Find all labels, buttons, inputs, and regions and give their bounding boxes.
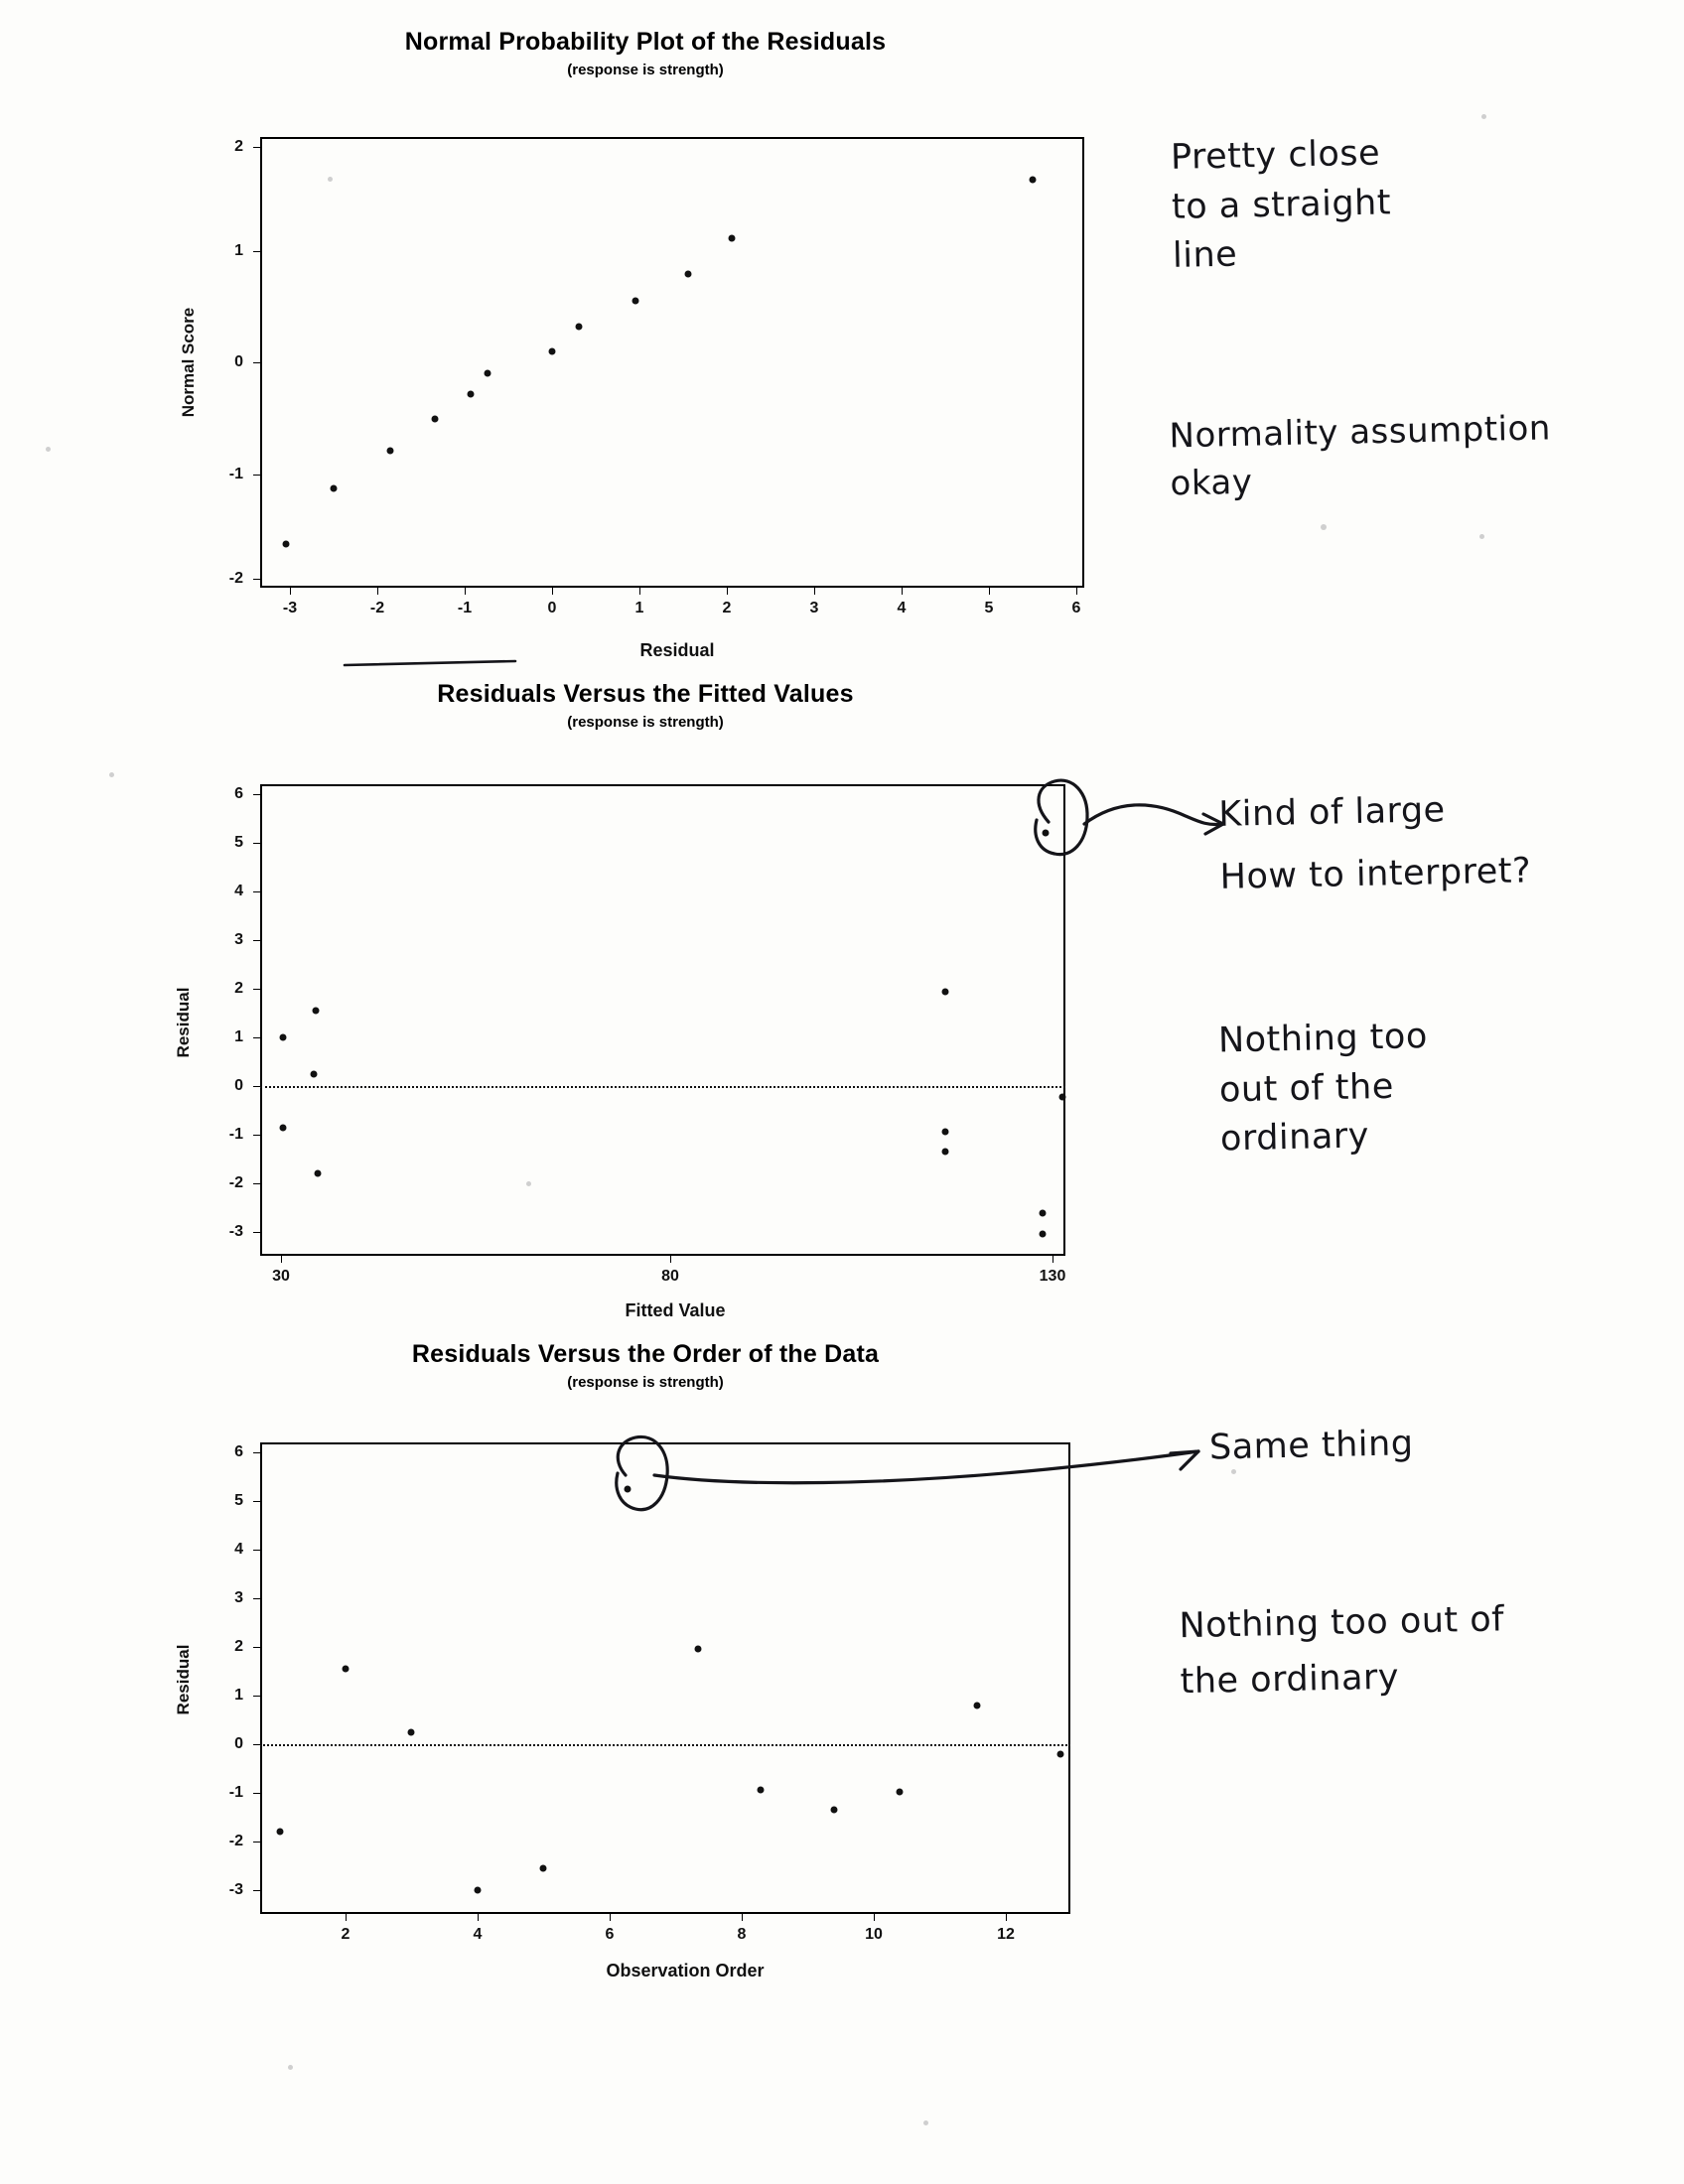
x-axis-label: Residual xyxy=(639,640,715,660)
x-tick-label: -3 xyxy=(282,600,298,616)
y-tick-label: -1 xyxy=(228,1784,243,1801)
y-tick-mark xyxy=(253,1501,260,1502)
plot-frame xyxy=(260,1442,1070,1914)
chart-subtitle: (response is strength) xyxy=(567,714,724,731)
x-tick-mark xyxy=(874,1914,875,1921)
annotation-same-thing: Same thing xyxy=(1208,1424,1414,1468)
y-tick-label: 6 xyxy=(234,785,243,802)
data-point xyxy=(695,1646,702,1653)
x-tick-label: 8 xyxy=(737,1926,747,1943)
y-tick-label: 2 xyxy=(234,1638,243,1655)
y-tick-label: -2 xyxy=(228,1174,243,1191)
data-point xyxy=(897,1789,904,1796)
y-tick-label: 1 xyxy=(234,242,243,259)
y-tick-mark xyxy=(253,1647,260,1648)
data-point xyxy=(1057,1751,1064,1758)
chart-title: Normal Probability Plot of the Residuals xyxy=(404,28,887,56)
annotation-nothing-out-of-ordinary-order: Nothing too out of the ordinary xyxy=(1179,1599,1505,1703)
y-tick-label: -3 xyxy=(228,1881,243,1898)
chart-subtitle: (response is strength) xyxy=(567,1374,724,1391)
y-tick-mark xyxy=(253,1598,260,1599)
x-tick-label: 0 xyxy=(547,600,557,616)
y-tick-label: 0 xyxy=(234,353,243,370)
x-tick-mark xyxy=(346,1914,347,1921)
y-tick-label: 0 xyxy=(234,1077,243,1094)
x-axis-label: Fitted Value xyxy=(625,1300,726,1320)
chart-title: Residuals Versus the Fitted Values xyxy=(437,680,854,708)
x-tick-label: -1 xyxy=(457,600,473,616)
x-tick-label: -2 xyxy=(369,600,385,616)
y-tick-label: 5 xyxy=(234,834,243,851)
y-tick-mark xyxy=(253,1696,260,1697)
y-tick-label: 3 xyxy=(234,1589,243,1606)
annotation-nothing-out-of-ordinary-fitted: Nothing too out of the ordinary xyxy=(1217,1017,1429,1160)
x-tick-label: 6 xyxy=(605,1926,615,1943)
x-tick-mark xyxy=(1006,1914,1007,1921)
data-point xyxy=(758,1787,765,1794)
y-tick-label: -1 xyxy=(228,466,243,482)
y-tick-label: 0 xyxy=(234,1735,243,1752)
y-tick-mark xyxy=(253,1744,260,1745)
y-tick-label: 5 xyxy=(234,1492,243,1509)
y-tick-label: 2 xyxy=(234,980,243,997)
annotation-normality-assumption-okay: Normality assumption okay xyxy=(1169,408,1552,504)
x-tick-mark xyxy=(610,1914,611,1921)
y-tick-mark xyxy=(253,1842,260,1843)
x-tick-label: 6 xyxy=(1071,600,1081,616)
x-tick-label: 4 xyxy=(897,600,907,616)
y-tick-label: -3 xyxy=(228,1223,243,1240)
x-tick-label: 4 xyxy=(473,1926,483,1943)
y-tick-mark xyxy=(253,1793,260,1794)
data-point xyxy=(277,1829,284,1836)
y-tick-label: 3 xyxy=(234,931,243,948)
y-tick-mark xyxy=(253,1550,260,1551)
y-tick-label: 2 xyxy=(234,138,243,155)
y-tick-label: 1 xyxy=(234,1687,243,1704)
chart-subtitle: (response is strength) xyxy=(567,62,724,78)
x-tick-label: 80 xyxy=(661,1268,679,1285)
data-point xyxy=(974,1703,981,1709)
annotation-kind-of-large: Kind of large How to interpret? xyxy=(1217,790,1532,897)
y-tick-label: 6 xyxy=(234,1443,243,1460)
y-axis-label: Residual xyxy=(174,1644,193,1715)
y-tick-mark xyxy=(253,1890,260,1891)
x-tick-label: 2 xyxy=(722,600,732,616)
x-tick-mark xyxy=(742,1914,743,1921)
x-tick-label: 12 xyxy=(997,1926,1015,1943)
y-axis-label: Residual xyxy=(174,987,193,1058)
zero-reference-line xyxy=(260,1744,1070,1746)
x-tick-label: 130 xyxy=(1039,1268,1066,1285)
y-tick-mark xyxy=(253,1452,260,1453)
y-tick-label: -2 xyxy=(228,570,243,587)
data-point xyxy=(343,1666,350,1673)
annotation-normality-close-to-line: Pretty close to a straight line xyxy=(1170,133,1392,277)
data-point xyxy=(475,1887,482,1894)
data-point xyxy=(625,1486,632,1493)
x-tick-label: 1 xyxy=(634,600,644,616)
data-point xyxy=(831,1807,838,1814)
y-tick-label: 1 xyxy=(234,1028,243,1045)
data-point xyxy=(540,1865,547,1872)
y-tick-label: 4 xyxy=(234,1541,243,1558)
x-tick-label: 10 xyxy=(865,1926,883,1943)
y-tick-label: -2 xyxy=(228,1833,243,1849)
x-tick-label: 3 xyxy=(809,600,819,616)
x-tick-label: 30 xyxy=(272,1268,290,1285)
x-tick-label: 2 xyxy=(341,1926,351,1943)
x-tick-mark xyxy=(478,1914,479,1921)
y-tick-label: 4 xyxy=(234,883,243,899)
data-point xyxy=(408,1729,415,1736)
y-axis-label: Normal Score xyxy=(179,307,198,418)
chart-title: Residuals Versus the Order of the Data xyxy=(411,1340,880,1368)
y-tick-label: -1 xyxy=(228,1126,243,1143)
x-tick-label: 5 xyxy=(984,600,994,616)
x-axis-label: Observation Order xyxy=(606,1961,765,1980)
